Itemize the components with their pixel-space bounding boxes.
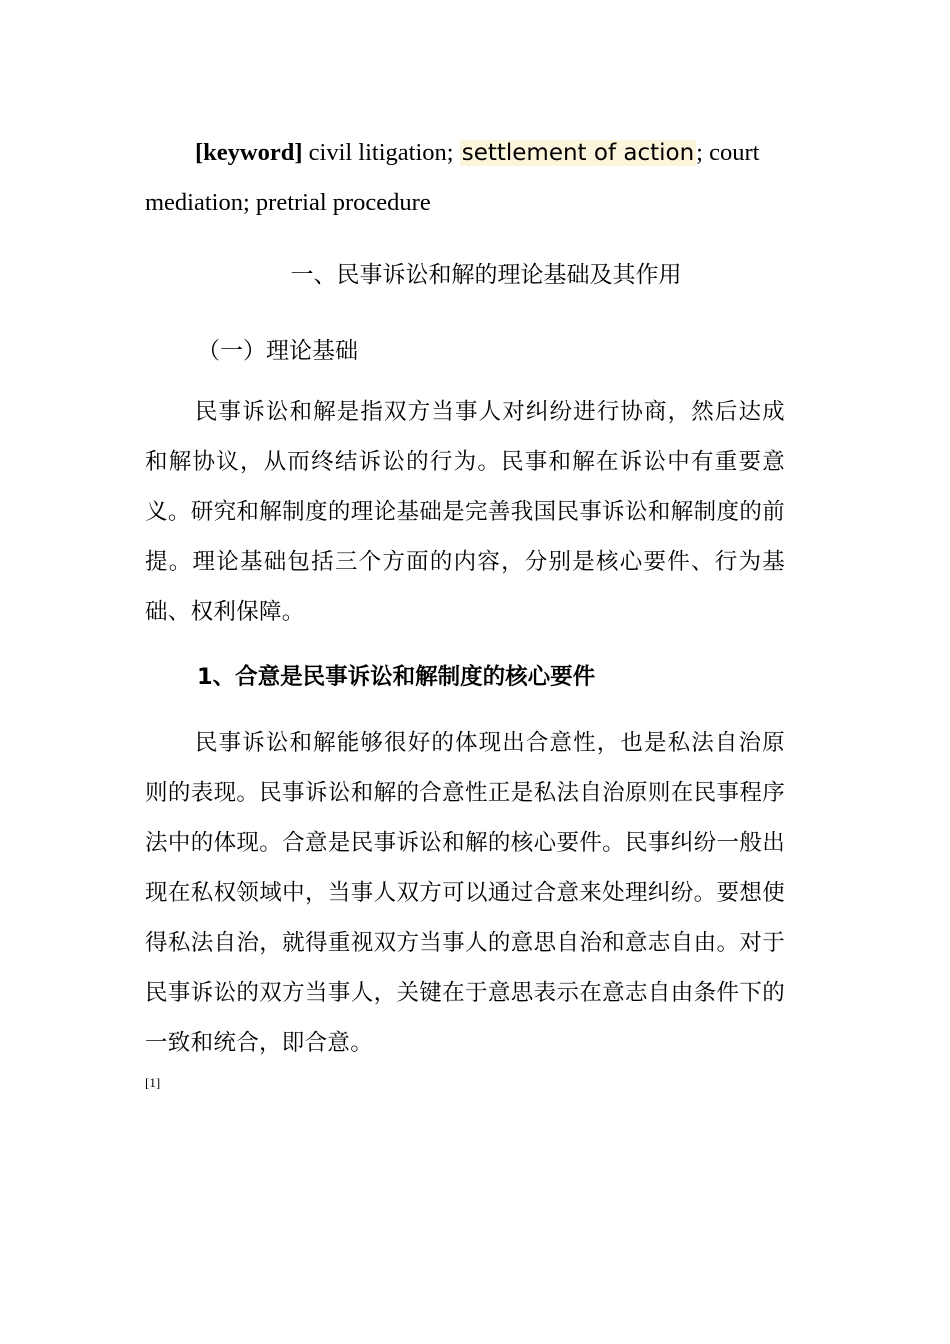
point-heading: 1、合意是民事诉讼和解制度的核心要件 (197, 664, 596, 690)
footnote-reference[interactable]: [1] (145, 1075, 161, 1090)
subsection-heading: （一）理论基础 (197, 338, 358, 364)
paragraph-consensus: 民事诉讼和解能够很好的体现出合意性，也是私法自治原则的表现。民事诉讼和解的合意性正是私法自治原则在民事程序法中的体现。合意是民事诉讼和解的核心要件。民事纠纷一般出现在私权领域中，当事人双方可以通过合意来处理纠纷。要想使得私法自治，就得重视双方当事人的意思自治和意志自由。对于民事诉讼的双方当事人，关键在于意思表示在意志自由条件下的一致和统合，即合意。 (145, 730, 785, 1056)
paragraph-theory-basis: 民事诉讼和解是指双方当事人对纠纷进行协商，然后达成和解协议，从而终结诉讼的行为。民事和解在诉讼中有重要意义。研究和解制度的理论基础是完善我国民事诉讼和解制度的前提。理论基础包括三个方面的内容，分别是核心要件、行为基础、权利保障。 (145, 399, 785, 625)
keywords-label: [keyword] (195, 139, 303, 166)
keywords-line (145, 128, 785, 227)
keywords-highlighted-term: settlement of action (461, 140, 695, 166)
section-heading: 一、民事诉讼和解的理论基础及其作用 (290, 262, 682, 288)
keywords-text-after: ; court mediation; pretrial procedure (145, 139, 760, 216)
keywords-text-before: civil litigation; (302, 139, 460, 166)
